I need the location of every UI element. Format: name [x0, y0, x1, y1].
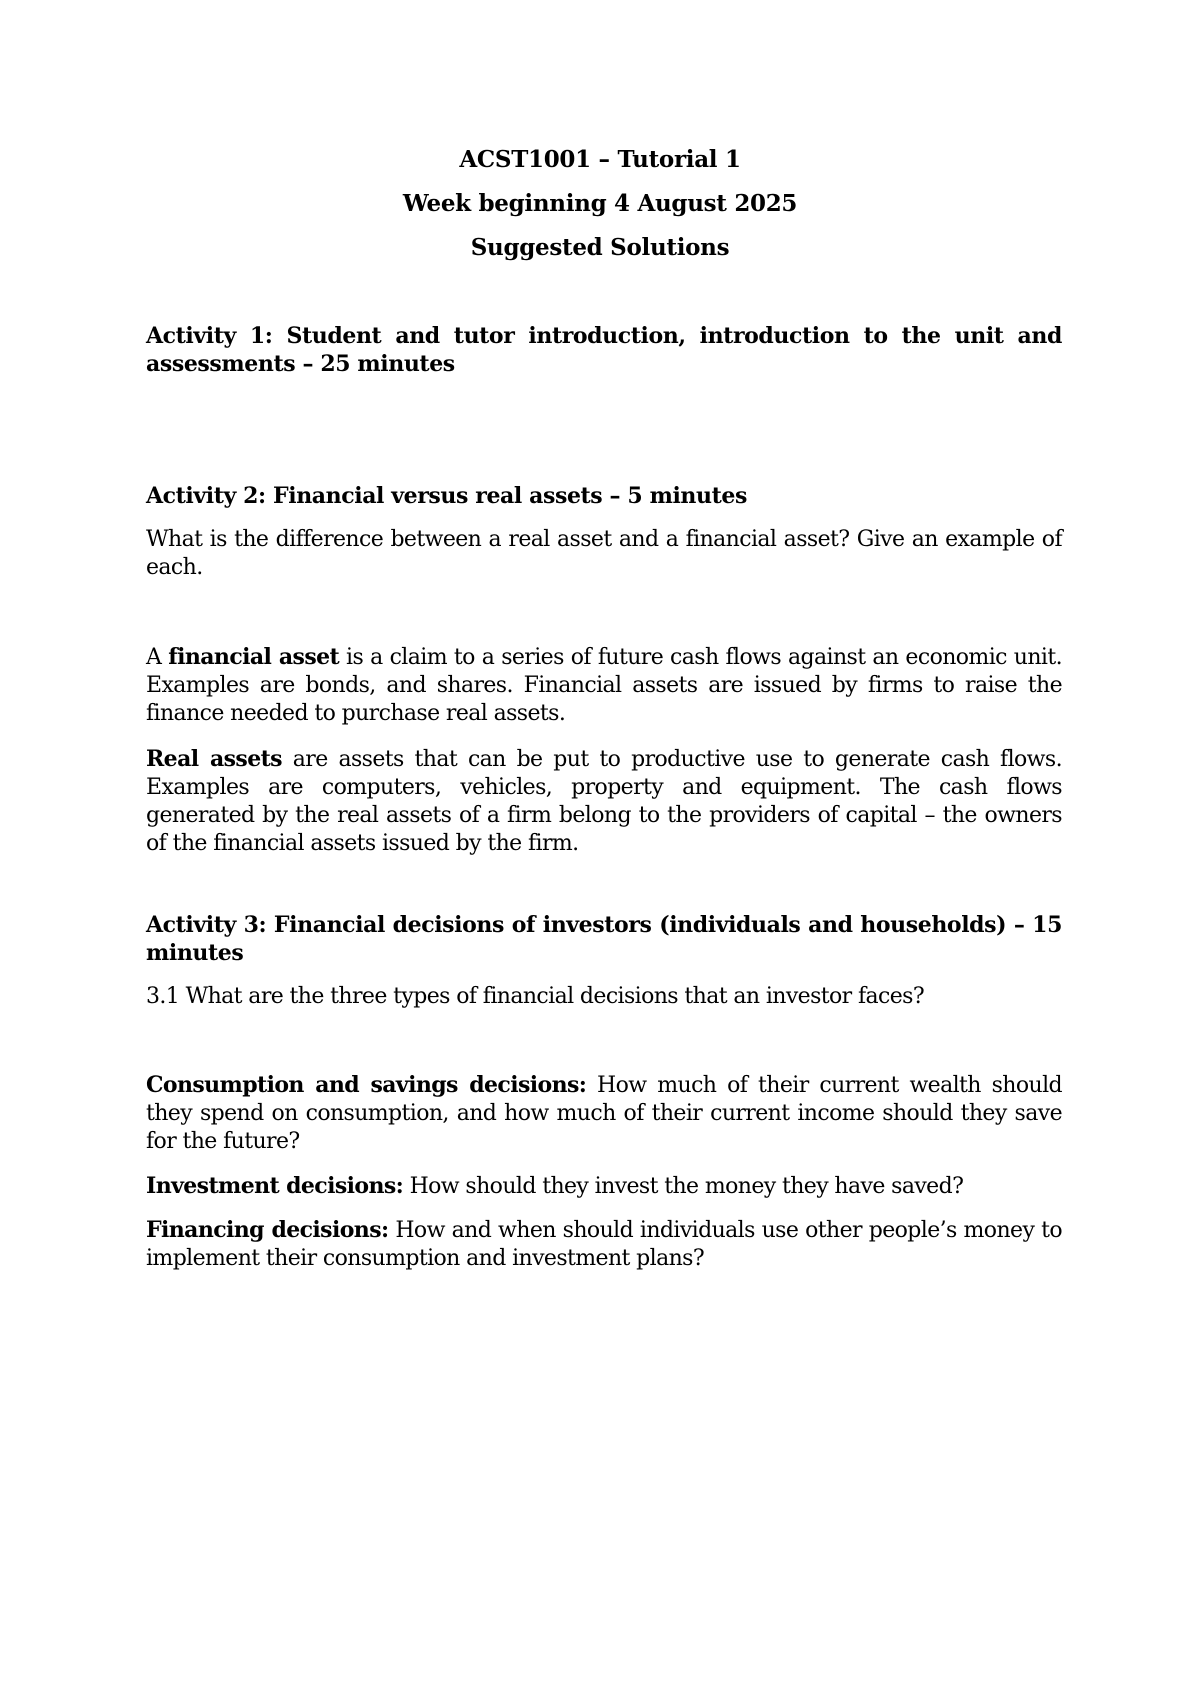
course-title: ACST1001 – Tutorial 1: [459, 146, 741, 173]
financial-asset-term: financial asset: [168, 644, 340, 670]
activity2-question: What is the difference between a real asset and a financial asset? Give an example of each.: [146, 527, 1062, 580]
activity2-answer-real-assets: [146, 745, 1062, 858]
activity3-question: 3.1 What are the three types of financial decisions that an investor faces?: [146, 984, 925, 1009]
decision-term: Financing decisions:: [146, 1217, 389, 1243]
decision-financing: [146, 1216, 1062, 1273]
decision-investment: [146, 1172, 1062, 1201]
real-assets-term: Real assets: [146, 746, 282, 772]
decision-text: How should they invest the money they have saved?: [403, 1174, 964, 1199]
activity2-heading: Activity 2: Financial versus real assets – 5 minutes: [146, 483, 747, 509]
answer2-text: are assets that can be put to productive use to generate cash flows. Examples are computers, vehicles, property and equipment. The cash flows generated by the real assets of a firm belong to the providers of capital – the owners of the financial assets issued by the firm.: [146, 747, 1062, 856]
decision-text: How and when should individuals use other people’s money to implement their consumption and investment plans?: [146, 1218, 1062, 1271]
decision-term: Consumption and savings decisions:: [146, 1072, 587, 1098]
decision-text: How much of their current wealth should they spend on consumption, and how much of their current income should they save for the future?: [146, 1073, 1063, 1154]
answer1-text: is a claim to a series of future cash flows against an economic unit. Examples are bonds, and shares. Financial assets are issued by firms to raise the finance needed to purchase real assets.: [146, 645, 1063, 726]
decision-consumption-savings: [146, 1071, 1062, 1156]
decision-term: Investment decisions:: [146, 1173, 404, 1199]
activity2-answer-financial-asset: [146, 643, 1062, 728]
answer1-prefix: A: [146, 645, 169, 670]
week-line: Week beginning 4 August 2025: [402, 190, 798, 217]
activity3-heading: Activity 3: Financial decisions of investors (individuals and households) – 15 minutes: [146, 912, 1062, 966]
activity1-heading: Activity 1: Student and tutor introduction, introduction to the unit and assessments – 25 minutes: [146, 323, 1062, 377]
subtitle: Suggested Solutions: [470, 234, 730, 261]
